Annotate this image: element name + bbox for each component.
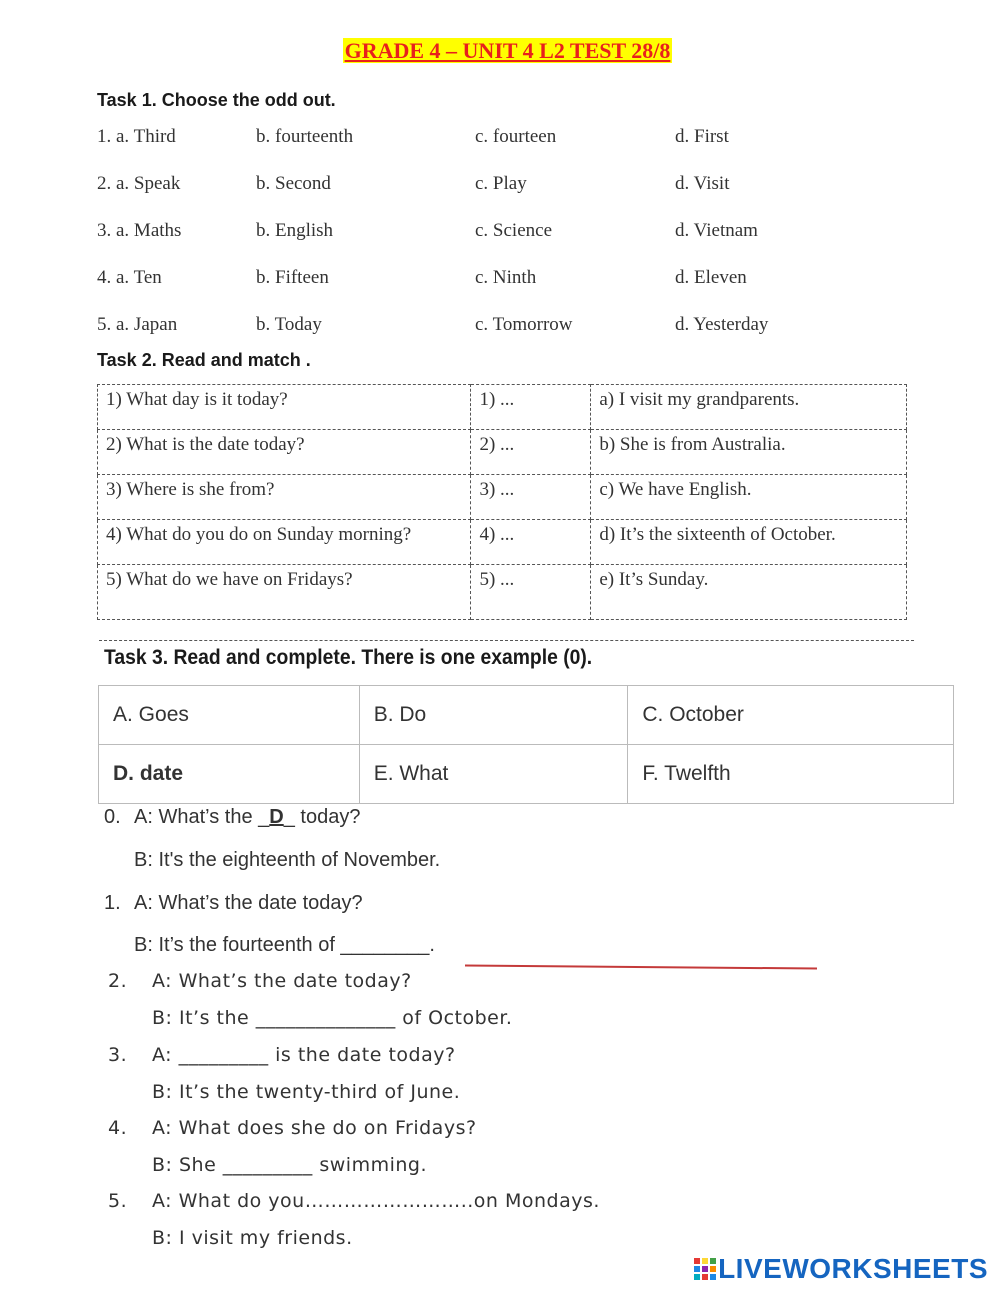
- question-number: 5.: [108, 1190, 128, 1212]
- task1-option: d. Visit: [675, 173, 730, 194]
- task1-option: b. Fifteen: [256, 267, 329, 288]
- question-cell: 4) What do you do on Sunday morning?: [98, 520, 471, 565]
- example-question: A: What’s the _D_ today?: [134, 806, 361, 828]
- word-cell: F. Twelfth: [628, 745, 954, 804]
- task1-option: b. English: [256, 220, 334, 241]
- task1-option: c. Play: [475, 173, 527, 194]
- table-row: [98, 430, 907, 475]
- word-cell: D. date: [99, 745, 360, 804]
- table-row: [98, 565, 907, 620]
- question-cell: 3) Where is she from?: [98, 475, 471, 520]
- question-number: 1.: [104, 892, 121, 914]
- task1-option: 4. a. Ten: [97, 267, 162, 288]
- answer-line[interactable]: B: It’s the ______________ of October.: [152, 1007, 513, 1029]
- response-cell: d) It’s the sixteenth of October.: [591, 520, 907, 565]
- question-number: 3.: [108, 1044, 128, 1066]
- red-underline: [465, 964, 817, 969]
- example-number: 0.: [104, 806, 121, 828]
- task1-option: d. First: [675, 126, 729, 147]
- answer-line[interactable]: B: It’s the fourteenth of ________.: [134, 934, 435, 956]
- answer-blank[interactable]: 3) ...: [471, 475, 591, 520]
- task1-option: c. Ninth: [475, 267, 537, 288]
- question-line: A: What’s the date today?: [152, 970, 412, 992]
- word-cell: E. What: [359, 745, 628, 804]
- page-title: GRADE 4 – UNIT 4 L2 TEST 28/8: [344, 38, 671, 63]
- task1-option: 2. a. Speak: [97, 173, 181, 194]
- table-row: [98, 520, 907, 565]
- response-cell: c) We have English.: [591, 475, 907, 520]
- task1-option: 1. a. Third: [97, 126, 176, 147]
- answer-blank[interactable]: 5) ...: [471, 565, 591, 620]
- table-row: [98, 385, 907, 430]
- word-cell: C. October: [628, 686, 954, 745]
- task1-option: c. fourteen: [475, 126, 557, 147]
- question-line: A: What does she do on Fridays?: [152, 1117, 477, 1139]
- task1-option: 3. a. Maths: [97, 220, 182, 241]
- task1-option: c. Science: [475, 220, 553, 241]
- word-bank-table: [98, 685, 954, 804]
- response-cell: a) I visit my grandparents.: [591, 385, 907, 430]
- task2-heading: Task 2. Read and match .: [97, 350, 311, 370]
- answer-blank[interactable]: 1) ...: [471, 385, 591, 430]
- answer-line[interactable]: B: She _________ swimming.: [152, 1154, 428, 1176]
- answer-line: B: It’s the twenty-third of June.: [152, 1081, 461, 1103]
- example-answer: D: [269, 806, 284, 828]
- word-cell: B. Do: [359, 686, 628, 745]
- table-row: [99, 745, 954, 804]
- table-row: [99, 686, 954, 745]
- liveworksheets-logo[interactable]: LIVEWORKSHEETS: [694, 1253, 988, 1285]
- task1-option: b. Second: [256, 173, 331, 194]
- question-cell: 5) What do we have on Fridays?: [98, 565, 471, 620]
- answer-line: B: I visit my friends.: [152, 1227, 353, 1249]
- task1-option: d. Yesterday: [675, 314, 769, 335]
- question-cell: 1) What day is it today?: [98, 385, 471, 430]
- answer-blank[interactable]: 4) ...: [471, 520, 591, 565]
- example-answer-line: B: It's the eighteenth of November.: [134, 849, 441, 871]
- task1-option: d. Vietnam: [675, 220, 758, 241]
- task1-option: b. Today: [256, 314, 322, 335]
- response-cell: e) It’s Sunday.: [591, 565, 907, 620]
- task3-heading: Task 3. Read and complete. There is one example (0).: [104, 646, 593, 669]
- question-number: 2.: [108, 970, 128, 992]
- question-line: A: What’s the date today?: [134, 892, 363, 914]
- task1-heading: Task 1. Choose the odd out.: [97, 90, 336, 110]
- table-row: [98, 475, 907, 520]
- question-cell: 2) What is the date today?: [98, 430, 471, 475]
- word-cell: A. Goes: [99, 686, 360, 745]
- question-line[interactable]: A: What do you……………………..on Mondays.: [152, 1190, 600, 1212]
- task1-option: c. Tomorrow: [475, 314, 573, 335]
- task1-option: b. fourteenth: [256, 126, 354, 147]
- liveworksheets-logo-icon: [694, 1258, 716, 1280]
- question-number: 4.: [108, 1117, 128, 1139]
- divider: [99, 640, 914, 641]
- response-cell: b) She is from Australia.: [591, 430, 907, 475]
- task1-option: 5. a. Japan: [97, 314, 178, 335]
- task1-option: d. Eleven: [675, 267, 747, 288]
- answer-blank[interactable]: 2) ...: [471, 430, 591, 475]
- task2-match-table: [97, 384, 907, 620]
- question-line[interactable]: A: _________ is the date today?: [152, 1044, 456, 1066]
